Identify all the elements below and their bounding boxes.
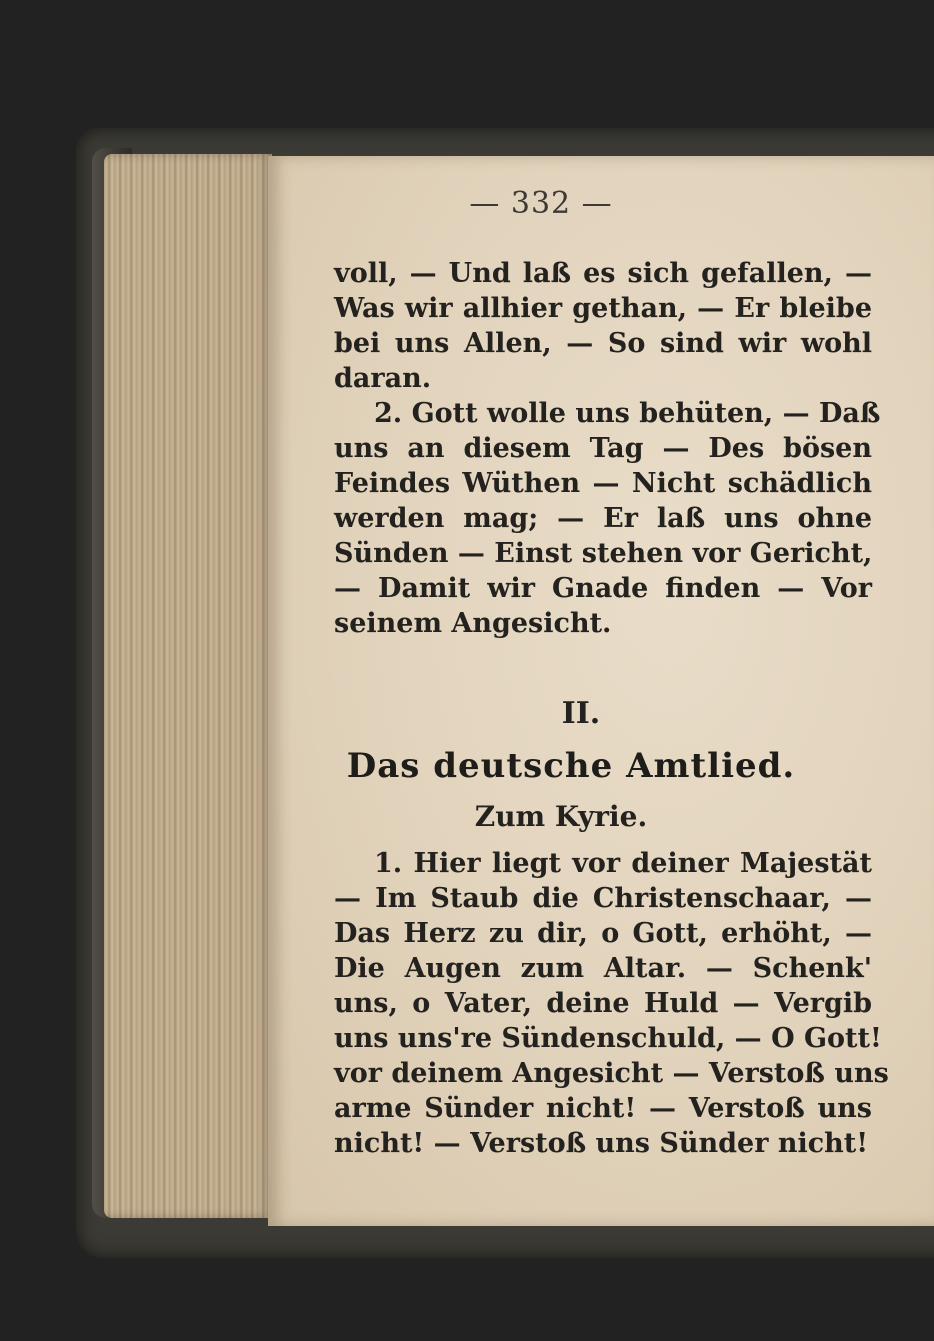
page-number: — 332 — xyxy=(469,186,613,221)
text-line: 1. Hier liegt vor deiner Majestät xyxy=(374,848,872,879)
text-line: uns uns're Sündenschuld, — O Gott! xyxy=(334,1023,882,1054)
text-line: seinem Angesicht. xyxy=(334,608,612,639)
text-line: — Im Staub die Christenschaar, — xyxy=(334,883,872,914)
text-line: Sünden — Einst stehen vor Gericht, xyxy=(334,538,873,569)
song-title: Das deutsche Amtlied. xyxy=(346,746,796,786)
verse-2 xyxy=(334,396,881,641)
text-line: werden mag; — Er laß uns ohne xyxy=(334,503,872,534)
text-line: arme Sünder nicht! — Verstoß uns xyxy=(334,1093,872,1124)
section-numeral: II. xyxy=(561,696,601,731)
text-line: Die Augen zum Altar. — Schenk' xyxy=(334,953,872,984)
text-line: Feindes Wüthen — Nicht schädlich xyxy=(334,468,872,499)
text-line: bei uns Allen, — So sind wir wohl xyxy=(334,328,872,359)
verse-continuation xyxy=(334,256,872,396)
text-line: uns, o Vater, deine Huld — Vergib xyxy=(334,988,872,1019)
text-line: 2. Gott wolle uns behüten, — Daß xyxy=(374,398,881,429)
text-line: Was wir allhier gethan, — Er bleibe xyxy=(334,293,872,324)
text-line: — Damit wir Gnade finden — Vor xyxy=(334,573,872,604)
text-line: voll, — Und laß es sich gefallen, — xyxy=(334,258,872,289)
text-line: daran. xyxy=(334,363,432,394)
verse-1 xyxy=(334,846,889,1161)
text-line: vor deinem Angesicht — Verstoß uns xyxy=(334,1058,889,1089)
song-subtitle: Zum Kyrie. xyxy=(474,800,648,833)
text-line: uns an diesem Tag — Des bösen xyxy=(334,433,872,464)
text-line: Das Herz zu dir, o Gott, erhöht, — xyxy=(334,918,872,949)
text-line: nicht! — Verstoß uns Sünder nicht! xyxy=(334,1128,869,1159)
page-edges xyxy=(104,154,272,1218)
book-page xyxy=(268,156,934,1226)
